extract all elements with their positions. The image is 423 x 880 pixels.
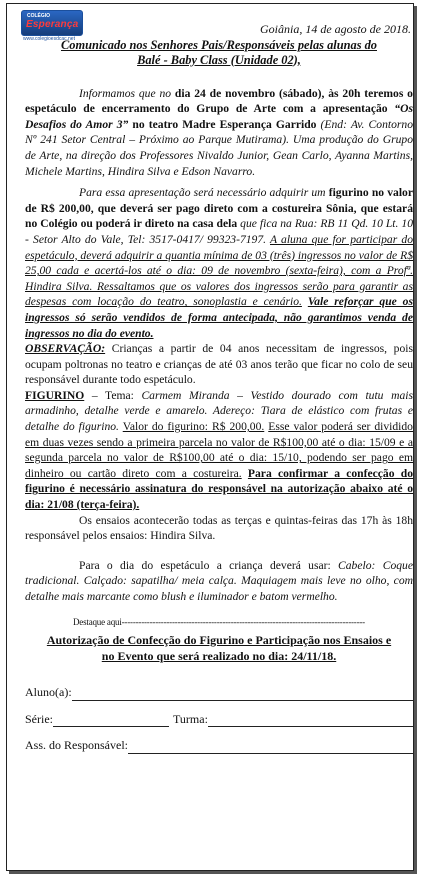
p2-costume-price: figurino no valor de R$ 200,00, que deverá ser pago direto com a costureira Sônia, que estará no Colégio ou poderá ir direto na casa dela — [25, 186, 413, 231]
p2-ticket-info: A aluna que for participar do espetáculo, deverá adquirir a quantia mínima de 03 (três) ingressos no valor de R$ 25,00 cada e acertá-los até o dia: 09 de novembro (sexta-feira), com a Profª. Hindira Silva. Ressaltamos que os valores dos ingressos serão para garantir as despesas com locação do teatro, sonoplastia e cenário. — [25, 232, 413, 309]
signature-field — [25, 738, 413, 754]
costume-confirmation: Para confirmar a confecção do figurino é necessário assinatura do responsável na autorização abaixo até o dia: 21/08 (terça-feira). — [25, 466, 413, 512]
cut-line: Destaque aqui--------------------------------------------------------------------------------------- — [73, 616, 365, 627]
p1-venue: no teatro Madre Esperança Garrido — [128, 117, 321, 131]
document-frame — [6, 3, 414, 871]
student-line[interactable] — [72, 687, 413, 701]
authorization-title — [25, 632, 413, 664]
class-line[interactable] — [208, 713, 413, 727]
title-line-2: Balé - Baby Class (Unidade 02), — [137, 52, 301, 67]
signature-label: Ass. do Responsável: — [25, 738, 128, 753]
p2-ticket-warning: Vale reforçar que os ingressos só serão vendidos de forma antecipada, não garantimos venda de ingressos no dia do evento. — [25, 295, 413, 340]
letter-date: Goiânia, 14 de agosto de 2018. — [260, 22, 411, 36]
p1-text-e: teremos o espetáculo de encerramento do Grupo de Arte com a apresentação — [25, 86, 413, 116]
authorization-line-2: no Evento que será realizado no dia: 24/11/18. — [101, 649, 337, 664]
costume-description: – Vestido dourado com tutu mais armadinho, detalhe verde e amarelo. Adereço: Tiara de elástico com frutas e detalhe do figurino. — [25, 388, 413, 434]
paragraph-announcement — [25, 86, 413, 180]
costume-installments: Esse valor poderá ser dividido em duas vezes sendo a primeira parcela no valor de R$100,00 até o dia: 15/09 e a segunda parcela no valor de R$100,00 até o dia: 15/10, podendo ser pago em dinheiro ou cartão direto com a costureira. — [25, 420, 413, 480]
p2-address: que fica na Rua: RB 11 Qd. 10 Lt. 10 - Setor Alto do Vale, Tel: 3517-0417/ 99323-7197. — [25, 217, 413, 246]
p1-date: dia 24 de novembro — [174, 86, 276, 100]
class-label: Turma: — [173, 711, 208, 726]
paragraph-observation — [25, 341, 413, 388]
student-field — [25, 685, 413, 701]
p1-show-name: “Os Desafios do Amor 3” — [25, 102, 413, 131]
showday-intro: Para o dia do espetáculo a criança deverá usar: — [79, 558, 339, 572]
grade-label: Série: — [25, 711, 53, 726]
costume-dash: – Tema: — [84, 388, 142, 402]
paragraph-costume — [25, 388, 413, 513]
costume-label: FIGURINO — [25, 388, 85, 402]
p1-address: (End: Av. Contorno Nº 241 Setor Central – Próximo ao Parque Mutirama). Uma produção do Grupo de Arte, na direção dos Professores Nivaldo Junior, Gean Carlo, Ayanna Martins, Michele Martins, Hindira Silva e Edson Navarro. — [25, 117, 413, 178]
paragraph-show-day — [25, 558, 413, 605]
student-label: Aluno(a): — [25, 685, 72, 700]
costume-value: Valor do figurino: R$ 200,00. — [122, 420, 265, 434]
grade-class-field — [25, 712, 413, 728]
p2-text-a: Para essa apresentação será necessário adquirir um — [79, 186, 329, 200]
costume-theme: Carmem Miranda — [141, 388, 230, 402]
observation-text: Crianças a partir de 04 anos necessitam de ingressos, pois ocupam poltronas no teatro e crianças de até 03 anos terão que ficar no colo de seu responsável durante todo espetáculo. — [25, 342, 413, 387]
logo-big-text: Esperança — [26, 19, 79, 30]
observation-label: OBSERVAÇÃO: — [25, 342, 106, 356]
p1-time: 20h — [342, 86, 361, 100]
logo-small-text: COLÉGIO — [27, 13, 51, 19]
authorization-line-1: Autorização de Confecção do Figurino e Participação nos Ensaios e — [46, 633, 392, 648]
signature-line[interactable] — [128, 740, 413, 754]
showday-requirements: Cabelo: Coque tradicional. Calçado: sapatilha/ meia calça. Maquiagem mais leve no olho, com detalhe mais marcante como blush e iluminador e batom vermelho. — [25, 558, 413, 603]
p1-text-c: (sábado), às — [275, 86, 343, 100]
p1-text-a: Informamos que no — [79, 86, 175, 100]
logo-url: www.colegioesdcac.net — [23, 36, 75, 42]
letter-body — [25, 22, 413, 754]
grade-line[interactable] — [53, 713, 169, 727]
title-line-1: Comunicado nos Senhores Pais/Responsáveis pelas alunas do — [60, 37, 377, 52]
paragraph-rehearsals: Os ensaios acontecerão todas as terças e quintas-feiras das 17h às 18h responsável pelos ensaios: Hindira Silva. — [25, 513, 413, 543]
paragraph-costume-tickets — [25, 185, 413, 341]
letter-title — [25, 38, 413, 68]
